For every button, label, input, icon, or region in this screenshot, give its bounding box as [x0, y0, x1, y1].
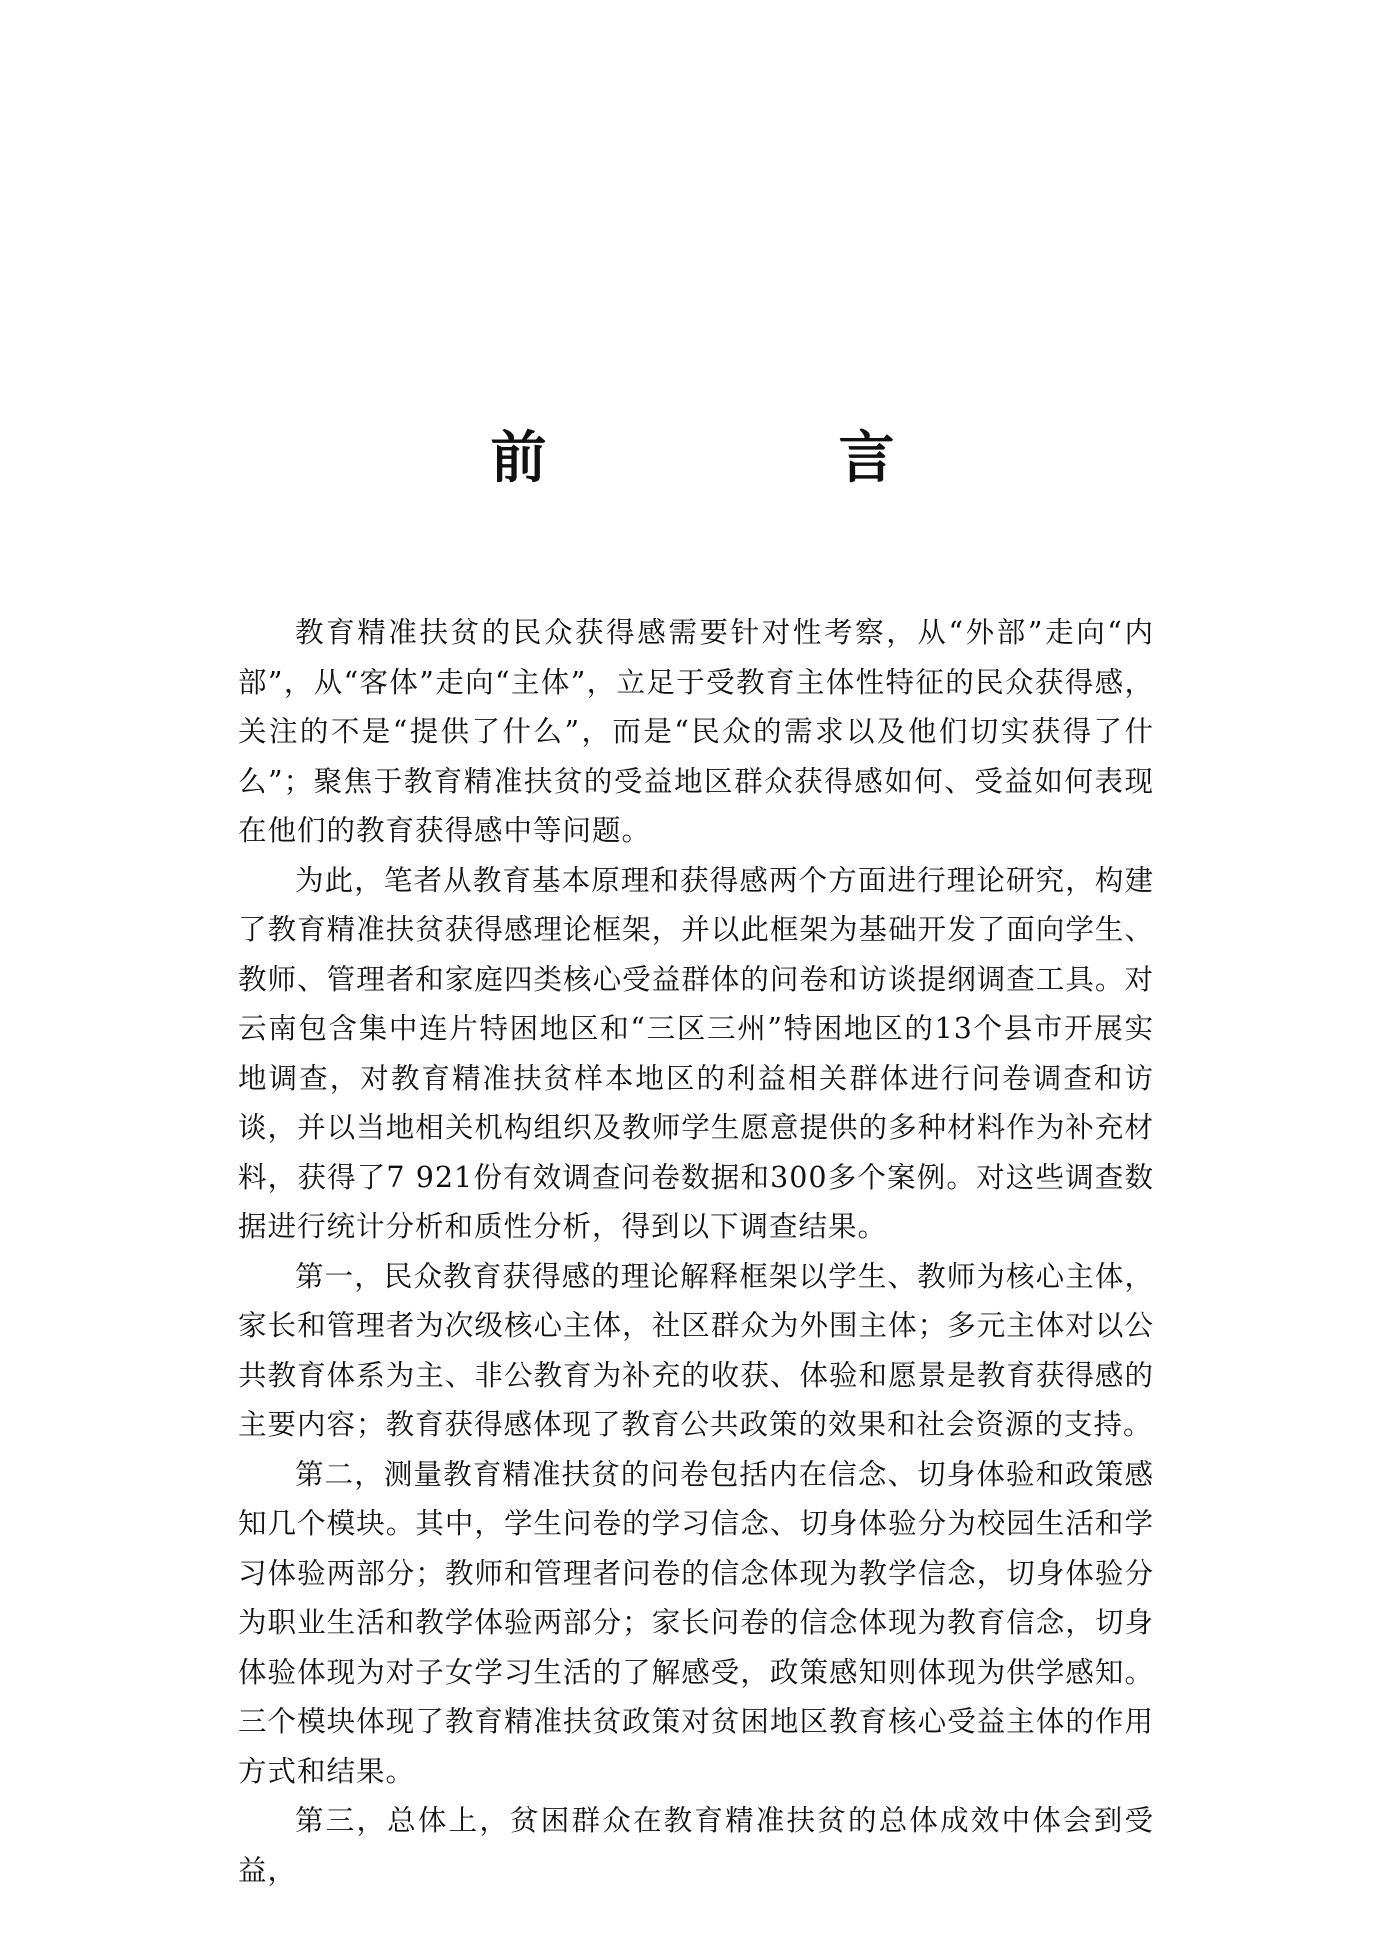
paragraph-1: 教育精准扶贫的民众获得感需要针对性考察，从“外部”走向“内部”，从“客体”走向“主体”，立足于受教育主体性特征的民众获得感，关注的不是“提供了什么”，而是“民众的需求以及他们切实获得了什么”；聚焦于教育精准扶贫的受益地区群众获得感如何、受益如何表现在他们的教育获得感中等问题。 — [238, 616, 1154, 847]
paragraph-4: 第二，测量教育精准扶贫的问卷包括内在信念、切身体验和政策感知几个模块。其中，学生问卷的学习信念、切身体验分为校园生活和学习体验两部分；教师和管理者问卷的信念体现为教学信念，切身体验分为职业生活和教学体验两部分；家长问卷的信念体现为教育信念，切身体验体现为对子女学习生活的了解感受，政策感知则体现为供学感知。三个模块体现了教育精准扶贫政策对贫困地区教育核心受益主体的作用方式和结果。 — [238, 1457, 1154, 1788]
paragraph-5: 第三，总体上，贫困群众在教育精准扶贫的总体成效中体会到受益， — [238, 1804, 1154, 1887]
page-title: 前 言 — [490, 424, 1013, 491]
paragraph-2: 为此，笔者从教育基本原理和获得感两个方面进行理论研究，构建了教育精准扶贫获得感理论框架，并以此框架为基础开发了面向学生、教师、管理者和家庭四类核心受益群体的问卷和访谈提纲调查工具。对云南包含集中连片特困地区和“三区三州”特困地区的13个县市开展实地调查，对教育精准扶贫样本地区的利益相关群体进行问卷调查和访谈，并以当地相关机构组织及教师学生愿意提供的多种材料作为补充材料，获得了7 921份有效调查问卷数据和300多个案例。对这些调查数据进行统计分析和质性分析，得到以下调查结果。 — [238, 863, 1154, 1243]
paragraph-3: 第一，民众教育获得感的理论解释框架以学生、教师为核心主体，家长和管理者为次级核心主体，社区群众为外围主体；多元主体对以公共教育体系为主、非公教育为补充的收获、体验和愿景是教育获得感的主要内容；教育获得感体现了教育公共政策的效果和社会资源的支持。 — [238, 1259, 1154, 1441]
preface-body — [238, 608, 1154, 1895]
